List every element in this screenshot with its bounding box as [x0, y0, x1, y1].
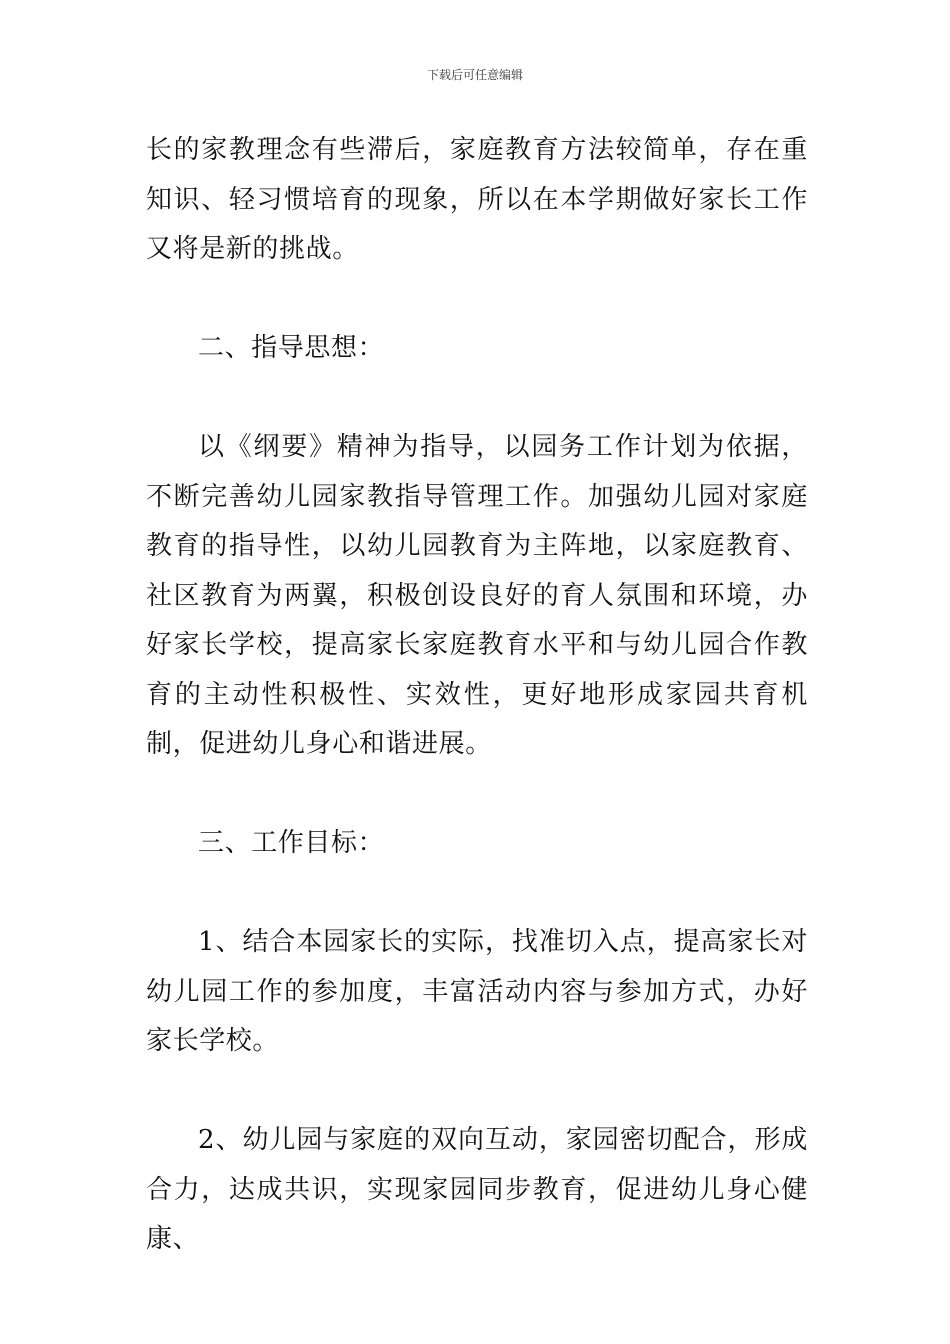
goal-item-1: 1、结合本园家长的实际，找准切入点，提高家长对幼儿园工作的参加度，丰富活动内容与参加方式，办好家长学校。	[146, 927, 808, 1056]
guiding-paragraph: 以《纲要》精神为指导，以园务工作计划为依据，不断完善幼儿园家教指导管理工作。加强幼儿园对家庭教育的指导性，以幼儿园教育为主阵地，以家庭教育、社区教育为两翼，积极创设良好的育人氛围和环境，办好家长学校，提高家长家庭教育水平和与幼儿园合作教育的主动性积极性、实效性，更好地形成家园共育机制，促进幼儿身心和谐进展。	[146, 432, 808, 759]
paragraph-gap	[146, 770, 808, 820]
paragraph-gap	[146, 275, 808, 325]
goal-item-2: 2、幼儿园与家庭的双向互动，家园密切配合，形成合力，达成共识，实现家园同步教育，促进幼儿身心健康、	[146, 1125, 808, 1254]
paragraph-gap	[146, 374, 808, 424]
section-heading-guiding: 二、指导思想：	[198, 333, 385, 363]
intro-paragraph: 长的家教理念有些滞后，家庭教育方法较简单，存在重知识、轻习惯培育的现象，所以在本学期做好家长工作又将是新的挑战。	[146, 135, 808, 264]
section-heading-goals: 三、工作目标：	[198, 828, 385, 858]
document-body	[146, 126, 808, 1265]
download-note: 下载后可任意编辑	[426, 68, 523, 82]
paragraph-gap	[146, 869, 808, 919]
paragraph-gap	[146, 1067, 808, 1117]
